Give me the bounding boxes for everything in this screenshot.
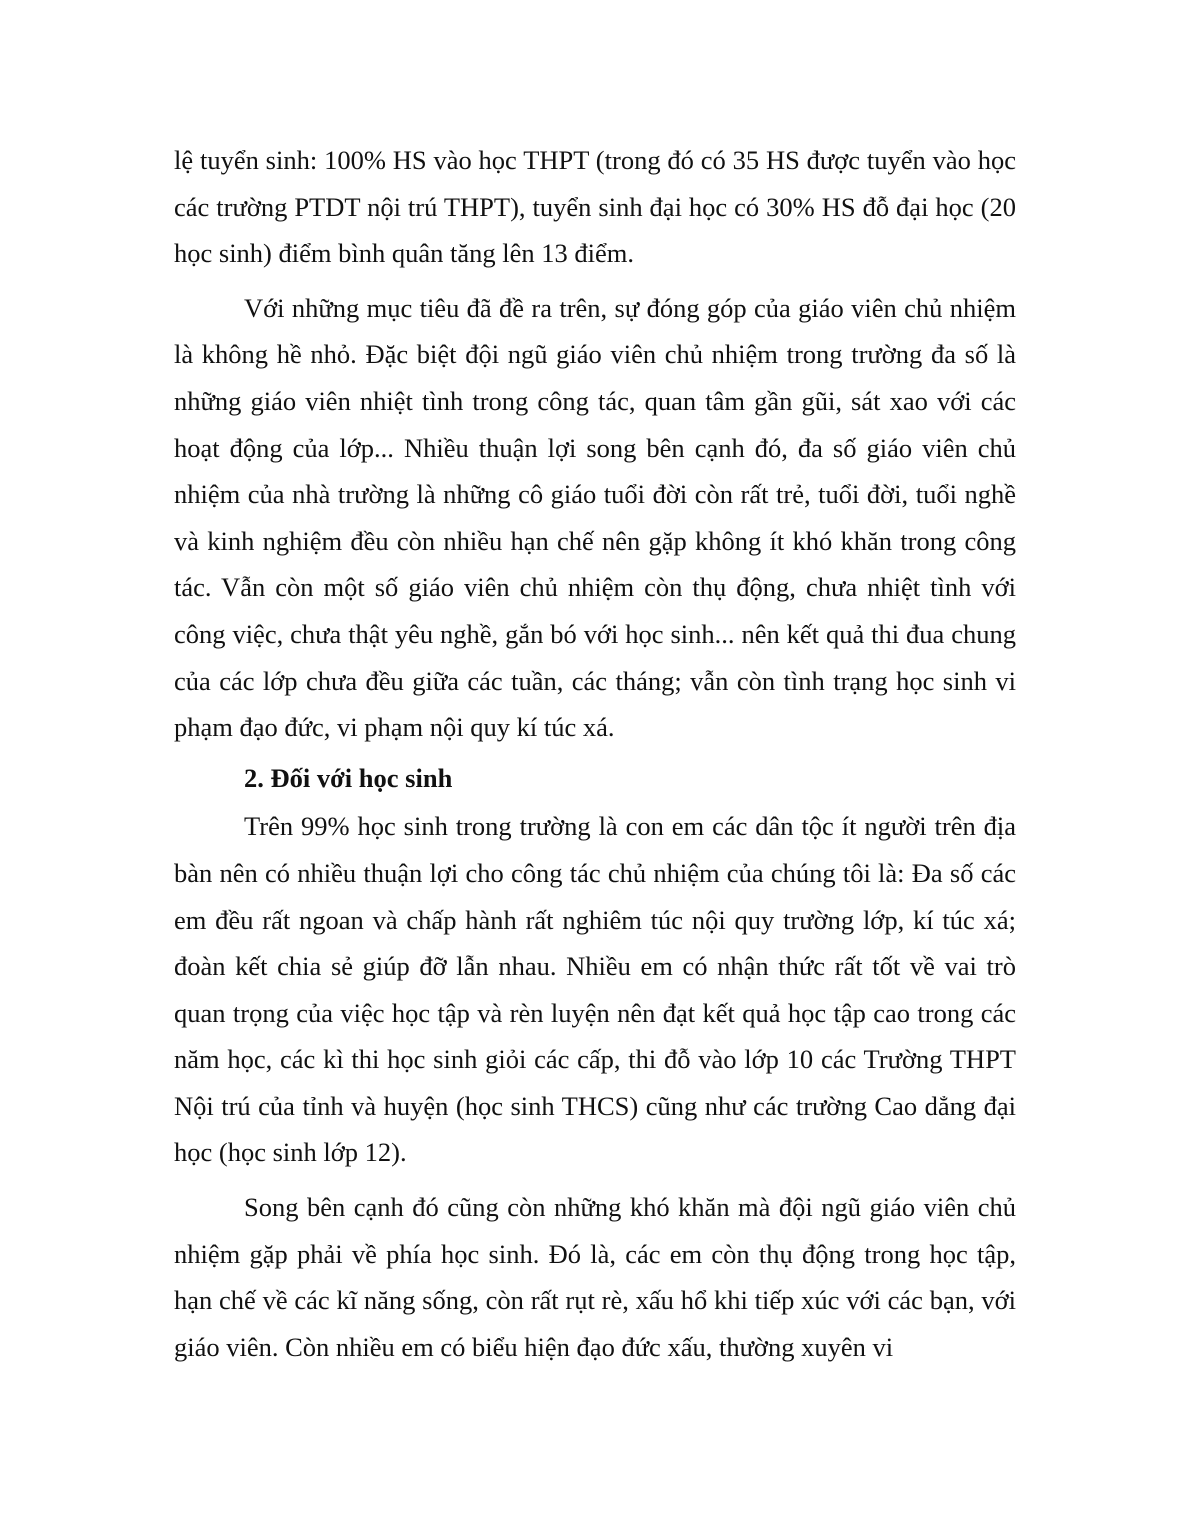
paragraph-student-advantages: Trên 99% học sinh trong trường là con em các dân tộc ít người trên địa bàn nên có nhiều thuận lợi cho công tác chủ nhiệm của chúng tôi là: Đa số các em đều rất ngoan và chấp hành rất nghiêm túc nội quy trường lớp, kí túc xá; đoàn kết chia sẻ giúp đỡ lẫn nhau. Nhiều em có nhận thức rất tốt về vai trò quan trọng của việc học tập và rèn luyện nên đạt kết quả học tập cao trong các năm học, các kì thi học sinh giỏi các cấp, thi đỗ vào lớp 10 các Trường THPT Nội trú của tỉnh và huyện (học sinh THCS) cũng như các trường Cao dẳng đại học (học sinh lớp 12).: [174, 811, 1016, 1168]
paragraph-admission-results: lệ tuyển sinh: 100% HS vào học THPT (trong đó có 35 HS được tuyển vào học các trường PTDT nội trú THPT), tuyển sinh đại học có 30% HS đỗ đại học (20 học sinh) điểm bình quân tăng lên 13 điểm.: [174, 145, 1016, 269]
section-heading-students: 2. Đối với học sinh: [244, 762, 453, 793]
document-page: [174, 137, 1016, 1370]
paragraph-homeroom-teachers: Với những mục tiêu đã đề ra trên, sự đóng góp của giáo viên chủ nhiệm là không hề nhỏ. Đặc biệt đội ngũ giáo viên chủ nhiệm trong trường đa số là những giáo viên nhiệt tình trong công tác, quan tâm gần gũi, sát xao với các hoạt động của lớp... Nhiều thuận lợi song bên cạnh đó, đa số giáo viên chủ nhiệm của nhà trường là những cô giáo tuổi đời còn rất trẻ, tuổi đời, tuổi nghề và kinh nghiệm đều còn nhiều hạn chế nên gặp không ít khó khăn trong công tác. Vẫn còn một số giáo viên chủ nhiệm còn thụ động, chưa nhiệt tình với công việc, chưa thật yêu nghề, gắn bó với học sinh... nên kết quả thi đua chung của các lớp chưa đều giữa các tuần, các tháng; vẫn còn tình trạng học sinh vi phạm đạo đức, vi phạm nội quy kí túc xá.: [174, 292, 1016, 743]
paragraph-student-difficulties: Song bên cạnh đó cũng còn những khó khăn mà đội ngũ giáo viên chủ nhiệm gặp phải về phía học sinh. Đó là, các em còn thụ động trong học tập, hạn chế về các kĩ năng sống, còn rất rụt rè, xấu hổ khi tiếp xúc với các bạn, với giáo viên. Còn nhiều em có biểu hiện đạo đức xấu, thường xuyên vi: [174, 1192, 1016, 1362]
